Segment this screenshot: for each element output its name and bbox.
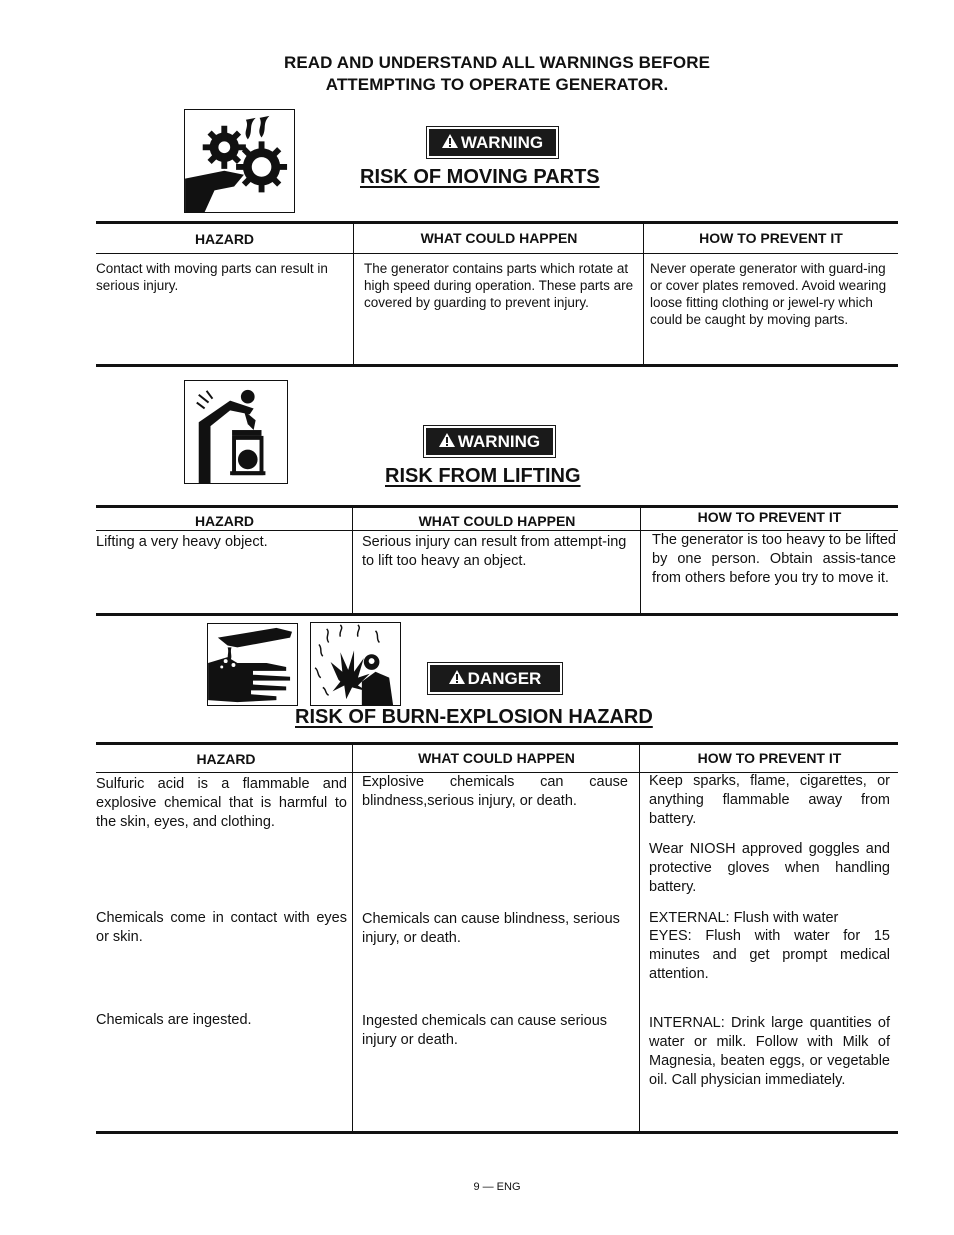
table-bottom-rule bbox=[96, 1131, 898, 1134]
warning-badge bbox=[426, 428, 553, 455]
what-cell: Explosive chemicals can cause blindness,serious injury, or death. bbox=[362, 774, 628, 809]
table-top-rule bbox=[96, 742, 898, 745]
acid-burn-icon bbox=[207, 623, 298, 706]
col-divider bbox=[643, 224, 644, 365]
col-header-what: WHAT COULD HAPPEN bbox=[418, 513, 576, 529]
hazard-cell: Lifting a very heavy object. bbox=[96, 534, 268, 550]
col-header-prevent: HOW TO PREVENT IT bbox=[699, 230, 843, 246]
warning-triangle-icon bbox=[442, 133, 458, 153]
table-bottom-rule bbox=[96, 364, 898, 367]
col-divider bbox=[639, 745, 640, 1132]
hazard-cell: Sulfuric acid is a flammable and explosive chemical that is harmful to the skin, eyes, and clothing. bbox=[96, 776, 347, 830]
col-header-what: WHAT COULD HAPPEN bbox=[420, 230, 578, 246]
prevent-cell: Wear NIOSH approved goggles and protective gloves when handling battery. bbox=[649, 841, 890, 895]
warning-triangle-icon bbox=[449, 669, 465, 689]
warning-badge-label: WARNING bbox=[460, 132, 544, 152]
section-title-burn-explosion: RISK OF BURN-EXPLOSION HAZARD bbox=[295, 706, 653, 728]
table-top-rule bbox=[96, 505, 898, 508]
col-divider bbox=[352, 508, 353, 614]
col-header-what: WHAT COULD HAPPEN bbox=[418, 750, 575, 766]
col-header-hazard: HAZARD bbox=[194, 513, 255, 529]
prevent-cell: INTERNAL: Drink large quantities of water or milk. Follow with Milk of Magnesia, beaten eggs, or vegetable oil. Call physician immediately. bbox=[649, 1015, 890, 1088]
what-cell: The generator contains parts which rotate at high speed during operation. These parts are covered by guarding to prevent injury. bbox=[364, 261, 634, 310]
danger-badge-label: DANGER bbox=[467, 668, 542, 688]
danger-badge bbox=[430, 665, 560, 692]
hazard-cell: Chemicals come in contact with eyes or skin. bbox=[96, 910, 347, 945]
prevent-cell: Keep sparks, flame, cigarettes, or anything flammable away from battery. bbox=[649, 773, 890, 827]
page-heading bbox=[0, 52, 954, 96]
col-header-hazard: HAZARD bbox=[196, 751, 256, 767]
what-cell: Serious injury can result from attempt-ing to lift too heavy an object. bbox=[362, 534, 627, 569]
hazard-cell: Contact with moving parts can result in serious injury. bbox=[96, 261, 328, 293]
section-title-lifting: RISK FROM LIFTING bbox=[385, 465, 581, 487]
heading-line-1: READ AND UNDERSTAND ALL WARNINGS BEFORE bbox=[283, 53, 711, 72]
prevent-cell: The generator is too heavy to be lifted by one person. Obtain assis-tance from others before you try to move it. bbox=[652, 532, 896, 586]
prevent-cell: Never operate generator with guard-ing or cover plates removed. Avoid wearing loose fitting clothing or jewel-ry which could be caught by moving parts. bbox=[650, 261, 887, 327]
col-divider bbox=[353, 224, 354, 365]
what-cell: Chemicals can cause blindness, serious injury, or death. bbox=[362, 911, 620, 946]
moving-parts-icon bbox=[184, 109, 295, 213]
warning-badge bbox=[429, 129, 556, 156]
lifting-icon bbox=[184, 380, 288, 484]
heading-line-2: ATTEMPTING TO OPERATE GENERATOR. bbox=[325, 75, 669, 94]
header-rule bbox=[96, 530, 641, 531]
warning-badge-label: WARNING bbox=[457, 431, 541, 451]
section-title-moving-parts: RISK OF MOVING PARTS bbox=[360, 166, 600, 188]
what-cell: Ingested chemicals can cause serious injury or death. bbox=[362, 1013, 608, 1048]
col-divider bbox=[352, 745, 353, 1132]
explosion-icon bbox=[310, 622, 401, 706]
hazard-cell: Chemicals are ingested. bbox=[96, 1012, 252, 1028]
col-header-prevent: HOW TO PREVENT IT bbox=[697, 750, 842, 766]
warning-triangle-icon bbox=[439, 432, 455, 452]
table-top-rule bbox=[96, 221, 898, 224]
col-header-prevent: HOW TO PREVENT IT bbox=[697, 509, 842, 525]
table-bottom-rule bbox=[96, 613, 898, 616]
prevent-cell: EYES: Flush with water for 15 minutes and get prompt medical attention. bbox=[649, 928, 890, 982]
col-header-hazard: HAZARD bbox=[194, 231, 255, 247]
prevent-cell: EXTERNAL: Flush with water bbox=[649, 910, 839, 926]
page-number: 9 — ENG bbox=[473, 1181, 521, 1193]
col-divider bbox=[640, 508, 641, 614]
header-rule bbox=[96, 253, 898, 254]
